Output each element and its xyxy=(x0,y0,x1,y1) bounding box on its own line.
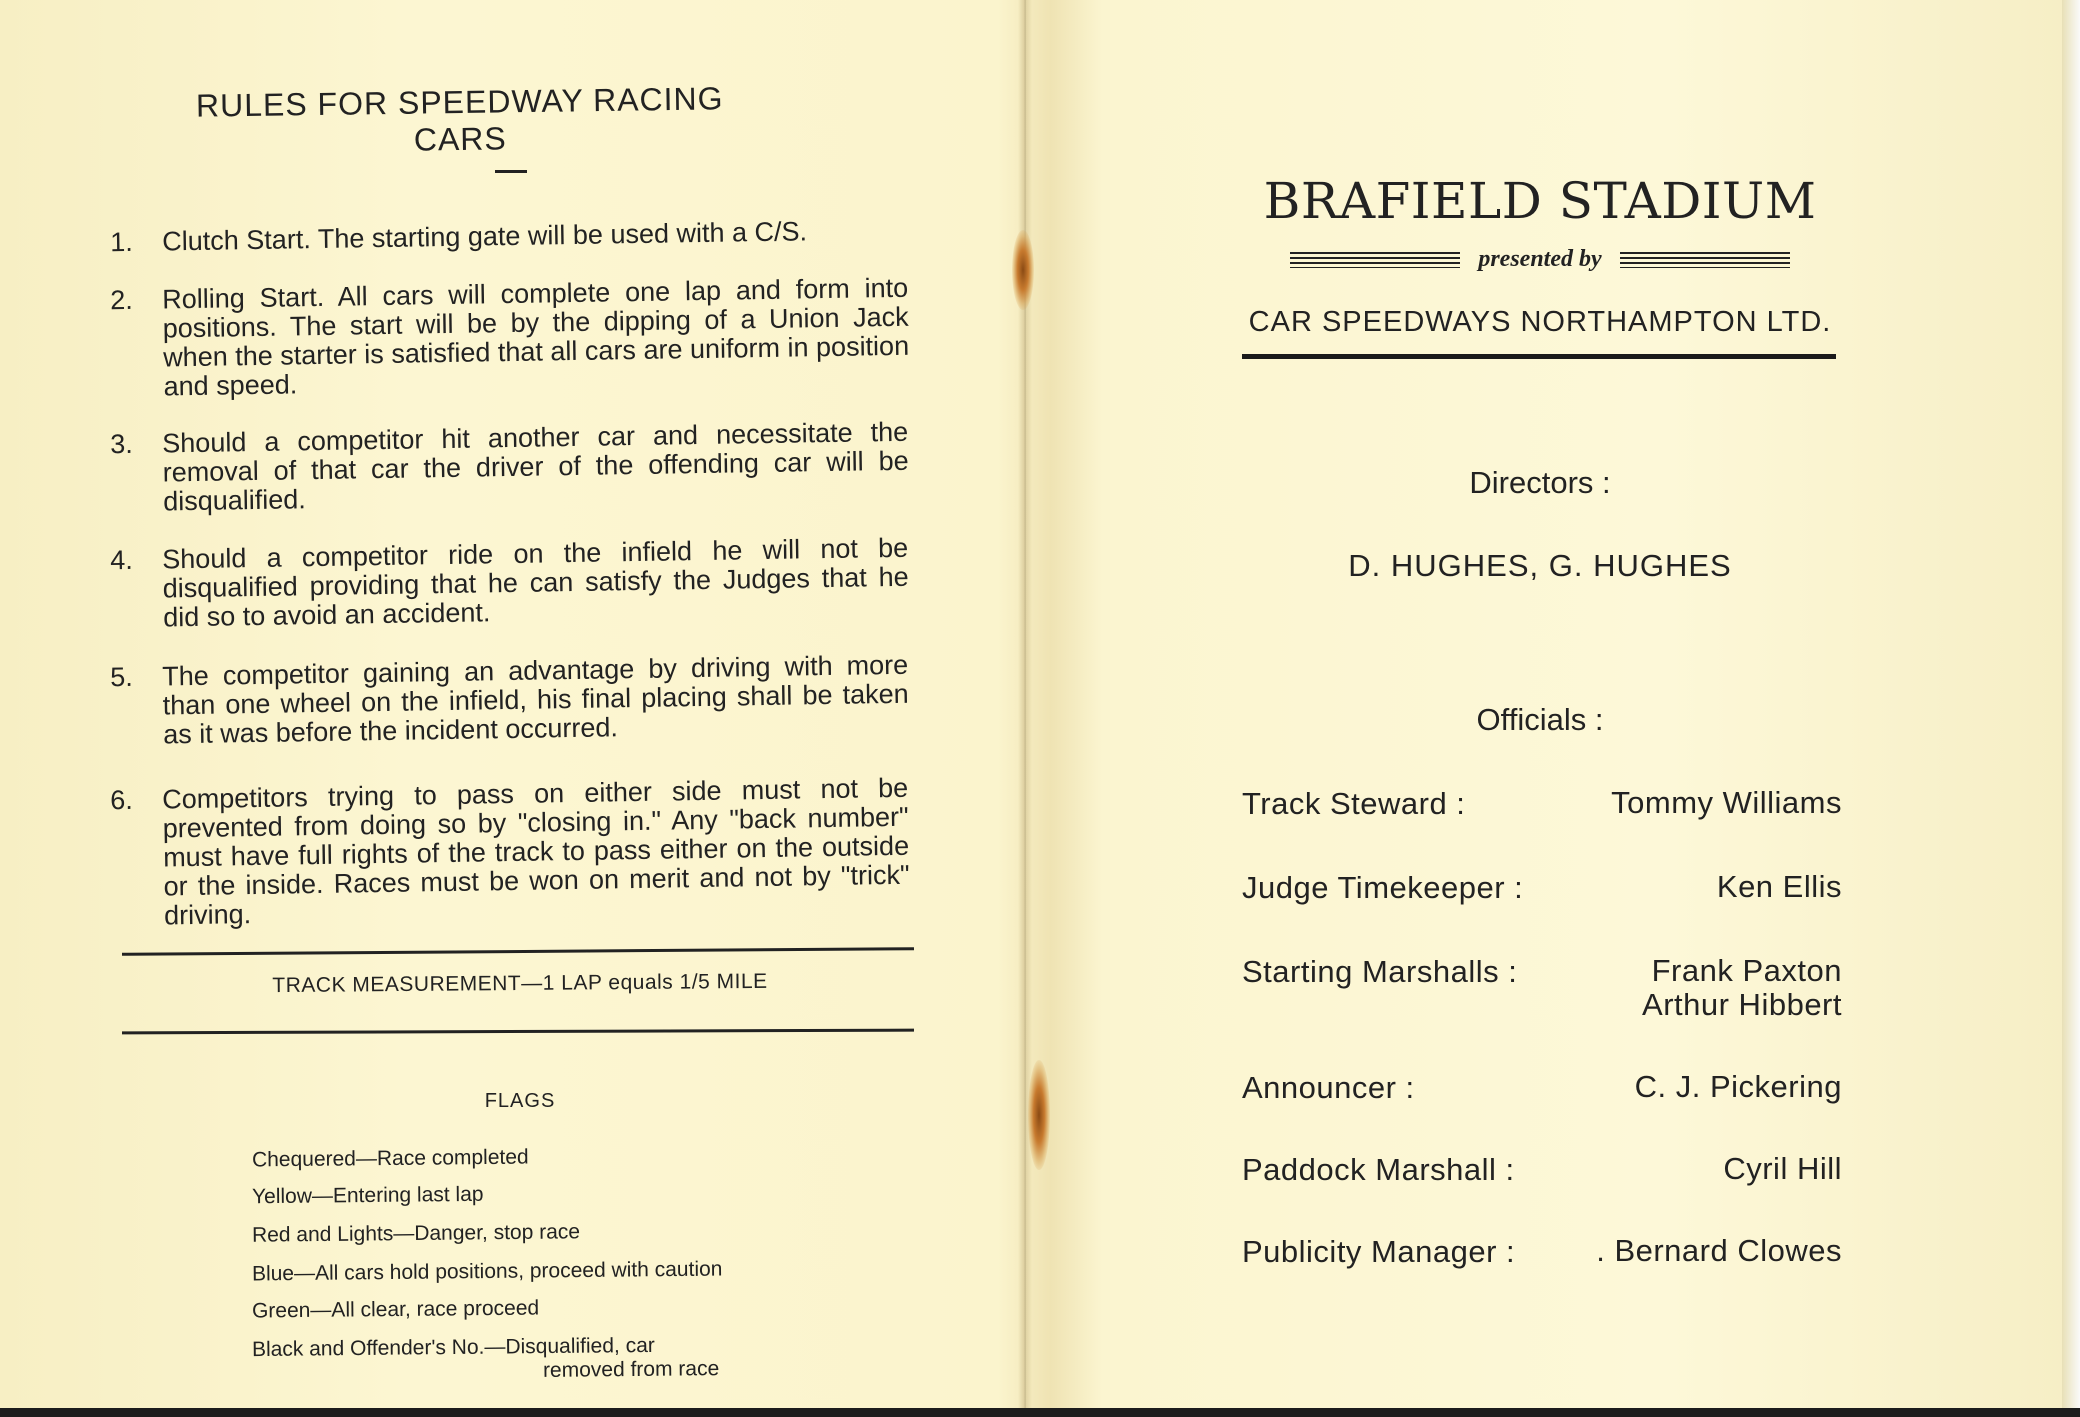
rule-number: 4. xyxy=(110,544,134,576)
official-name: Ken Ellis xyxy=(1716,869,1842,904)
official-name: . Bernard Clowes xyxy=(1596,1233,1842,1268)
rule-text: Should a competitor hit another car and necessitate the removal of that car the driver of the offending car will be disqualified. xyxy=(162,416,909,517)
company-name: CAR SPEEDWAYS NORTHAMPTON LTD. xyxy=(1248,306,1832,338)
flag-item-continuation: removed from race xyxy=(542,1357,720,1382)
official-name: Arthur Hibbert xyxy=(1642,987,1842,1022)
presented-by-row xyxy=(1290,246,1790,276)
flag-item: Chequered—Race completed xyxy=(251,1145,529,1172)
official-row xyxy=(1242,954,1842,1024)
official-row xyxy=(1242,786,1842,856)
official-role: Starting Marshalls : xyxy=(1242,954,1518,989)
rule-number: 6. xyxy=(110,784,134,816)
rule-number: 2. xyxy=(110,284,134,316)
rule-number: 3. xyxy=(110,428,134,460)
directors-label: Directors : xyxy=(1469,465,1611,500)
rule-number: 1. xyxy=(110,226,134,258)
flag-item: Blue—All cars hold positions, proceed with caution xyxy=(251,1257,723,1286)
rule-text: Rolling Start. All cars will complete one lap and form into positions. The start will be by the dipping of a Union Jack when the starter is satisfied that all cars are uniform in position and speed. xyxy=(162,272,910,402)
rule-number: 5. xyxy=(110,661,134,693)
directors-names: D. HUGHES, G. HUGHES xyxy=(1348,548,1732,583)
official-role: Track Steward : xyxy=(1242,786,1466,821)
flag-item: Black and Offender's No.—Disqualified, car xyxy=(251,1333,655,1362)
official-role: Paddock Marshall : xyxy=(1242,1152,1515,1187)
official-names xyxy=(1642,954,1842,1022)
official-name: Tommy Williams xyxy=(1611,785,1842,820)
official-role: Publicity Manager : xyxy=(1242,1234,1516,1269)
officials-label: Officials : xyxy=(1476,702,1604,737)
flags-title: FLAGS xyxy=(484,1090,556,1112)
rule-text: The competitor gaining an advantage by driving with more than one wheel on the infield, his final placing shall be taken as it was before the incident occurred. xyxy=(162,649,909,750)
flag-item: Green—All clear, race proceed xyxy=(251,1296,540,1323)
rule-text: Should a competitor ride on the infield he will not be disqualified providing that he can satisfy the Judges that he did so to avoid an accident. xyxy=(162,532,909,633)
title-dash xyxy=(495,170,527,173)
official-role: Judge Timekeeper : xyxy=(1242,870,1524,905)
presented-by: presented by xyxy=(1478,246,1602,272)
track-measurement: TRACK MEASUREMENT—1 LAP equals 1/5 MILE xyxy=(272,969,768,998)
flag-item: Yellow—Entering last lap xyxy=(251,1182,484,1209)
official-role: Announcer : xyxy=(1242,1070,1415,1105)
triple-rule-right xyxy=(1620,252,1790,268)
official-row xyxy=(1242,870,1842,940)
official-row xyxy=(1242,1234,1842,1304)
official-row xyxy=(1242,1070,1842,1140)
official-name: Frank Paxton xyxy=(1651,953,1842,988)
company-underline xyxy=(1242,354,1836,359)
official-row xyxy=(1242,1152,1842,1222)
rule-text: Clutch Start. The starting gate will be used with a C/S. xyxy=(162,216,808,257)
triple-rule-left xyxy=(1290,252,1460,268)
flag-item: Red and Lights—Danger, stop race xyxy=(251,1220,581,1247)
official-name: C. J. Pickering xyxy=(1634,1069,1842,1104)
official-name: Cyril Hill xyxy=(1723,1151,1842,1186)
rule-text: Competitors trying to pass on either side must not be prevented from doing so by "closing in." Any "back number" must have full rights of the track to pass either on the outside or the inside. Races must be won on merit and not by "trick" driving. xyxy=(162,772,910,931)
stadium-title: BRAFIELD STADIUM xyxy=(1263,172,1817,230)
rules-title: RULES FOR SPEEDWAY RACING CARS xyxy=(195,80,724,158)
